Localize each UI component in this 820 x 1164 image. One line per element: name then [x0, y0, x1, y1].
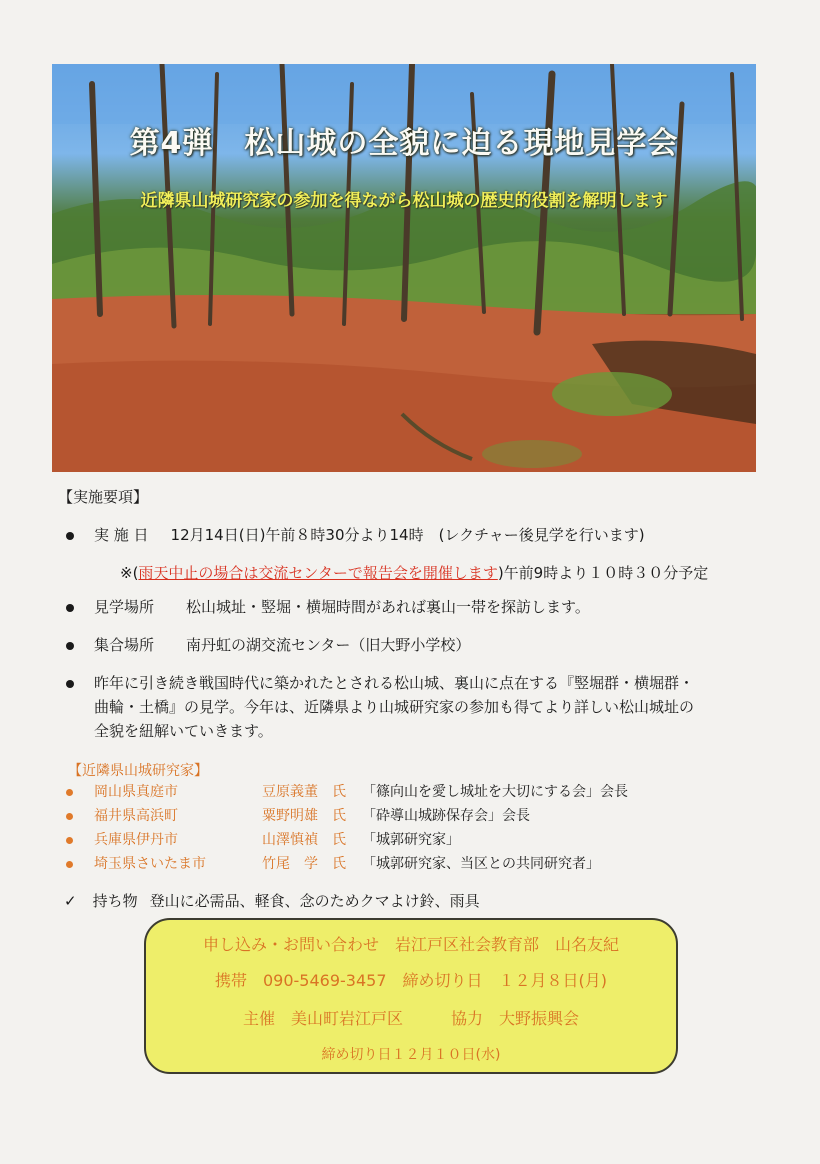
bullet-icon — [66, 837, 73, 844]
researcher-role: 「城郭研究家」 — [362, 832, 460, 848]
page-subtitle: 近隣県山城研究家の参加を得ながら松山城の歴史的役割を解明します — [140, 191, 668, 211]
researcher-place: 福井県高浜町 — [94, 808, 178, 824]
meet-row — [94, 632, 470, 658]
researcher-name: 山澤慎禎 氏 — [262, 832, 346, 848]
date-label: 実 施 日 — [94, 526, 149, 544]
researcher-name: 竹尾 学 氏 — [262, 856, 346, 872]
organizer-line: 主催 美山町岩江戸区 協力 大野振興会 — [242, 1009, 579, 1028]
rain-note-suffix: )午前9時より１０時３０分予定 — [497, 564, 709, 582]
belongings-label: 持ち物 — [92, 892, 138, 910]
belongings-value: 登山に必需品、軽食、念のためクマよけ鈴、雨具 — [149, 892, 480, 910]
place-row — [94, 594, 590, 620]
bullet-icon — [66, 680, 74, 688]
rain-note-red: 雨天中止の場合は交流センターで報告会を開催します — [138, 564, 498, 582]
page-title: 第4弾 松山城の全貌に迫る現地見学会 — [129, 126, 679, 161]
meet-value: 南丹虹の湖交流センター（旧大野小学校） — [186, 636, 471, 654]
place-value: 松山城址・竪堀・横堀時間があれば裏山一帯を探訪します。 — [186, 598, 590, 616]
bullet-icon — [66, 861, 73, 868]
bullet-icon — [66, 532, 74, 540]
rain-note-prefix: ※( — [120, 564, 139, 582]
header-photo — [52, 64, 756, 472]
description-line: 全貌を紐解いていきます。 — [94, 722, 273, 740]
researcher-name: 粟野明雄 氏 — [262, 808, 346, 824]
bullet-icon — [66, 604, 74, 612]
researcher-role: 「砕導山城跡保存会」会長 — [362, 808, 530, 824]
description-line: 曲輪・土橋』の見学。今年は、近隣県より山城研究家の参加も得てより詳しい松山城址の — [94, 698, 695, 716]
meet-label: 集合場所 — [94, 636, 155, 654]
place-label: 見学場所 — [94, 598, 155, 616]
bullet-icon — [66, 642, 74, 650]
researcher-role: 「篠向山を愛し城址を大切にする会」会長 — [362, 784, 628, 800]
researcher-place: 兵庫県伊丹市 — [94, 832, 178, 848]
check-icon: ✓ — [64, 892, 77, 910]
belongings-row — [64, 888, 480, 914]
researcher-place: 埼玉県さいたま市 — [94, 856, 206, 872]
bullet-icon — [66, 813, 73, 820]
contact-box — [144, 918, 678, 1074]
researchers-heading: 【近隣県山城研究家】 — [68, 763, 208, 779]
description-line: 昨年に引き続き戦国時代に築かれたとされる松山城、裏山に点在する『竪堀群・横堀群・ — [94, 674, 695, 692]
bullet-icon — [66, 789, 73, 796]
rain-note — [120, 560, 708, 586]
researcher-role: 「城郭研究家、当区との共同研究者」 — [362, 856, 600, 872]
date-value: 12月14日(日)午前８時30分より14時 (レクチャー後見学を行います) — [170, 526, 645, 544]
section-heading: 【実施要項】 — [58, 488, 149, 506]
deadline-line: 締め切り日１２月１０日(水) — [321, 1047, 501, 1063]
researcher-place: 岡山県真庭市 — [94, 784, 178, 800]
contact-phone-line: 携帯 090-5469-3457 締め切り日 １２月８日(月) — [214, 971, 607, 990]
date-row — [94, 522, 645, 548]
researcher-name: 豆原義董 氏 — [262, 784, 346, 800]
contact-line: 申し込み・お問い合わせ 岩江戸区社会教育部 山名友紀 — [202, 935, 619, 954]
